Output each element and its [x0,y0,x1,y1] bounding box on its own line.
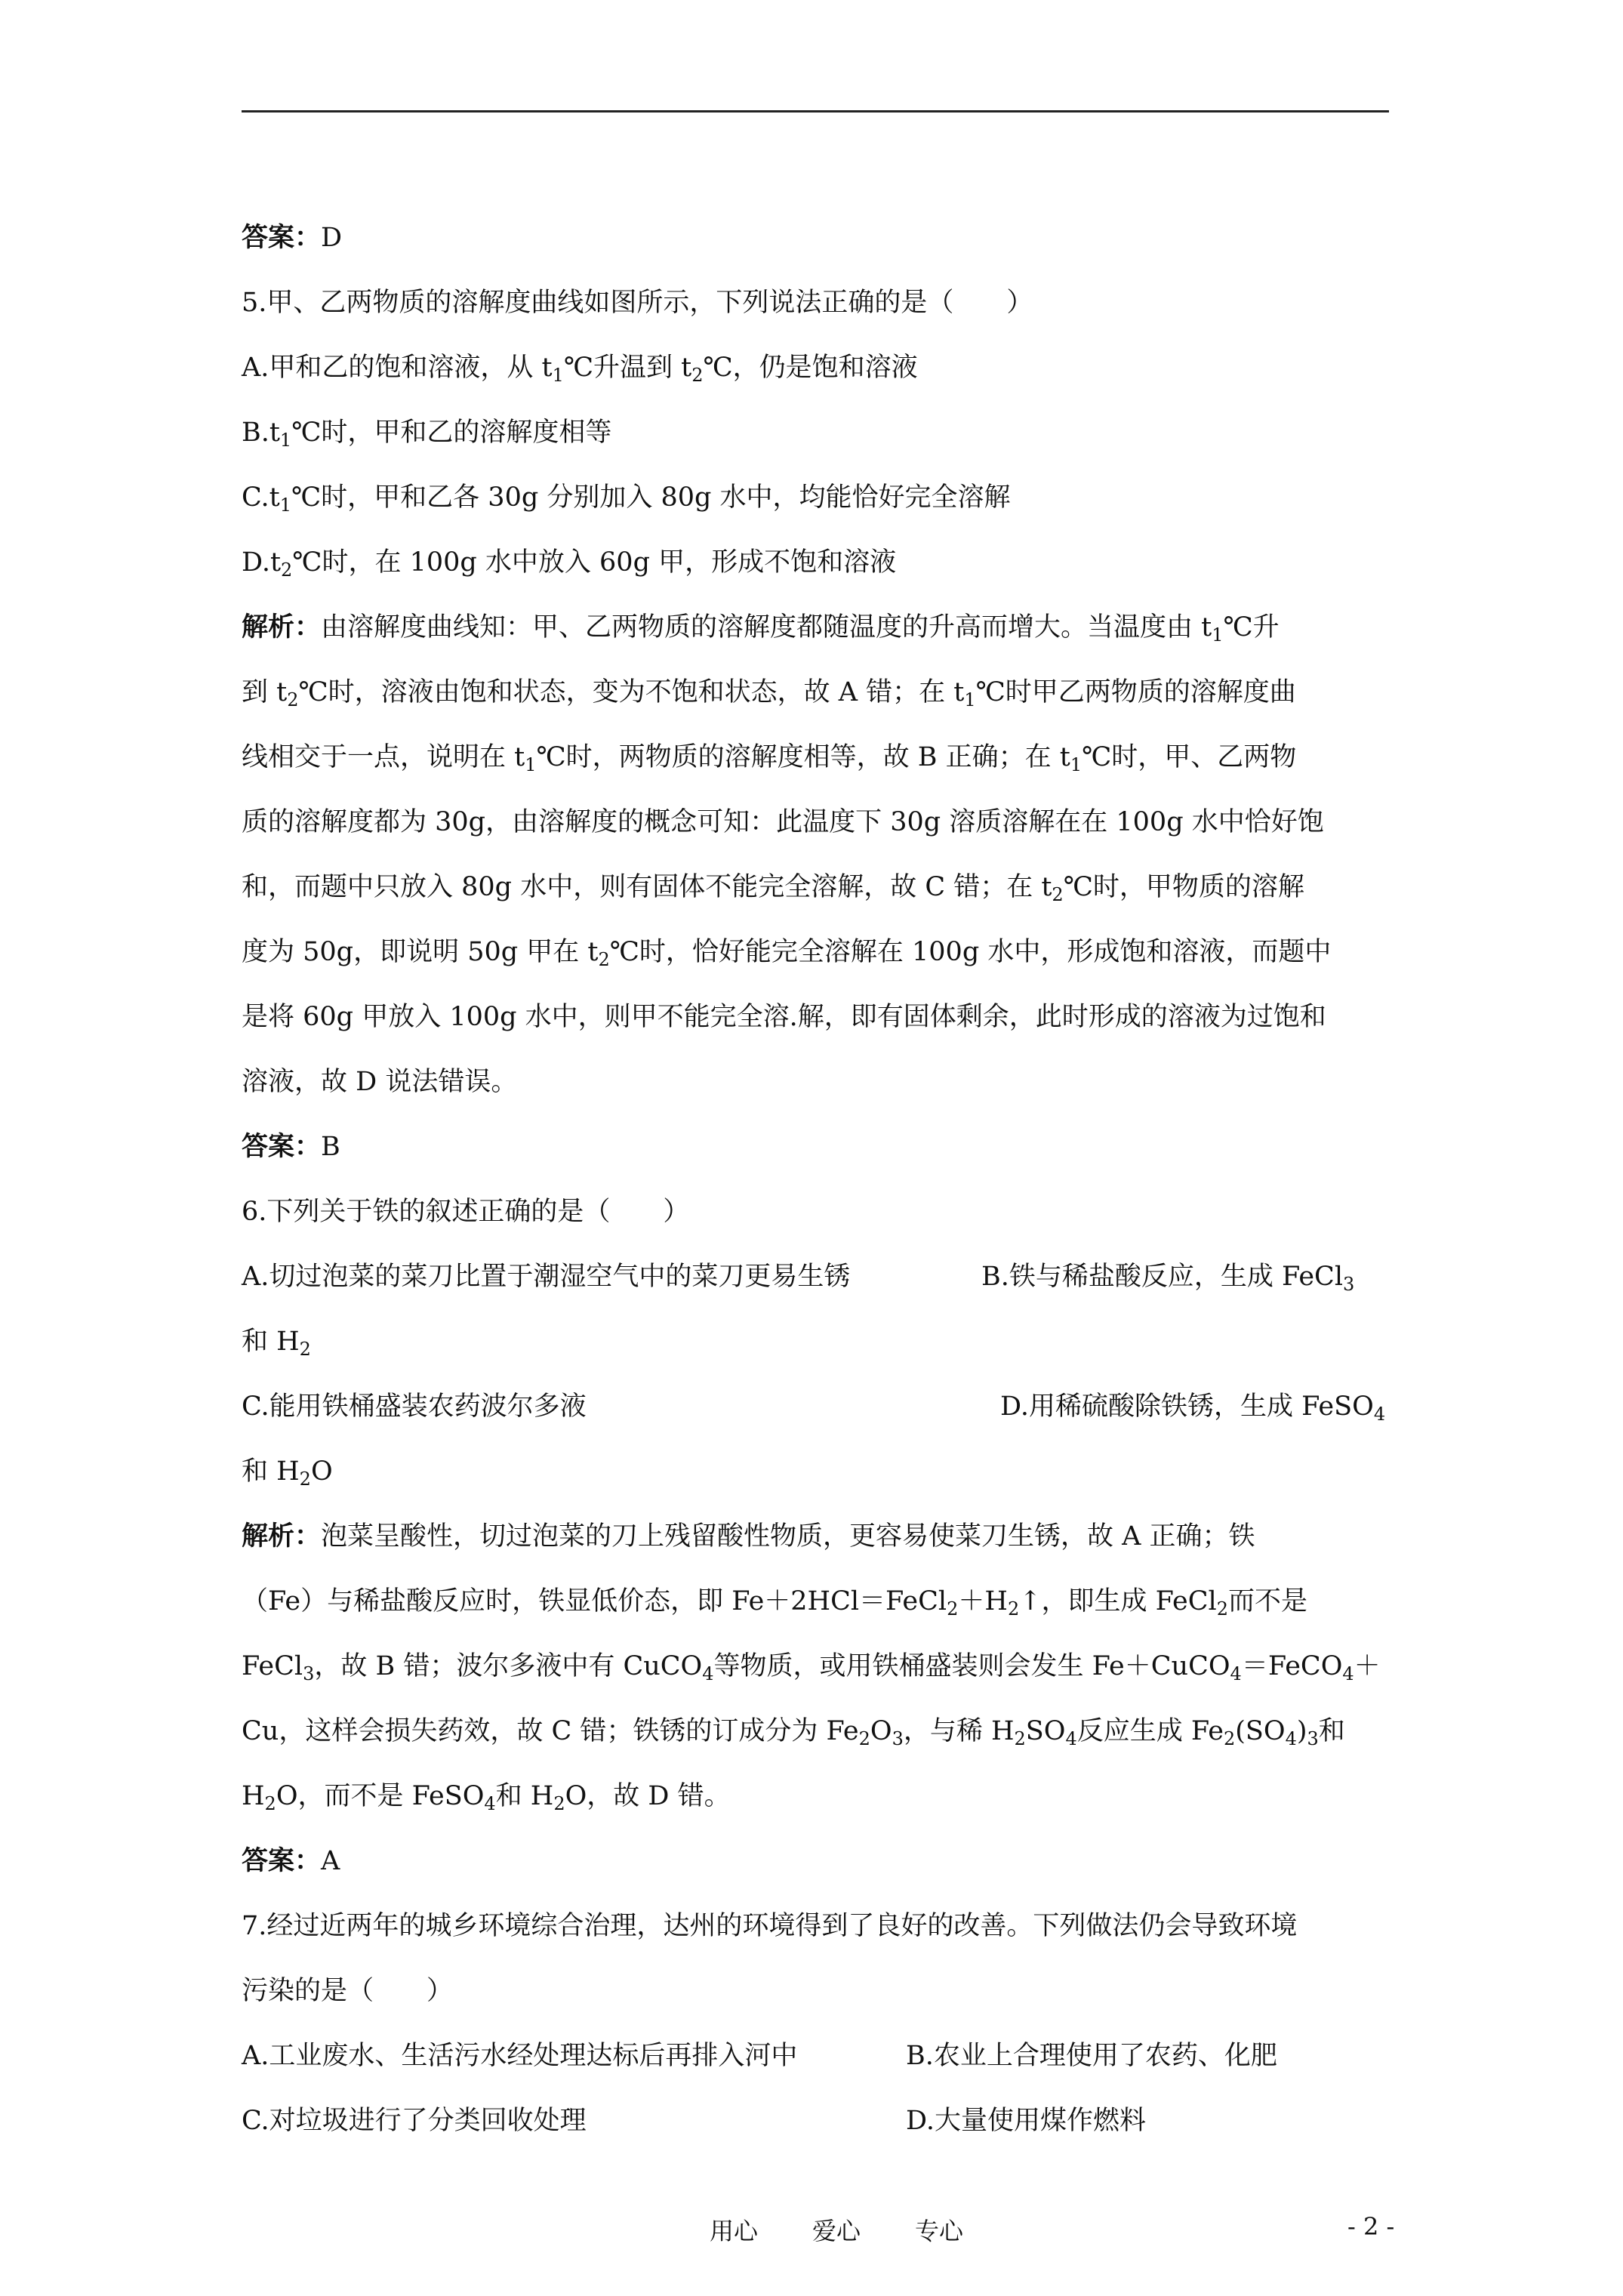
q6-options-cd [242,1374,1397,1439]
q7-options-cd [242,2088,1397,2153]
q6-option-c: C.能用铁桶盛装农药波尔多液 [242,1391,587,1422]
q5-analysis-line: 质的溶解度都为 30g，由溶解度的概念可知：此温度下 30g 溶质溶解在在 100g 水中恰好饱 [242,807,1324,837]
q5-stem: 5.甲、乙两物质的溶解度曲线如图所示，下列说法正确的是（ ） [242,288,1033,318]
q7-stem-cont: 污染的是（ ） [242,1976,454,2006]
q7-option-d: D.大量使用煤作燃料 [906,2106,1146,2136]
q5-option-a: A.甲和乙的饱和溶液，从 $t_1℃$升温到 $t_2℃$，仍是饱和溶液 [242,353,918,386]
header-rule [242,110,1389,112]
q6-option-b-cont: 和 $H_2$ [242,1327,311,1360]
q6-analysis-line: 解析：泡菜呈酸性，切过泡菜的刀上残留酸性物质，更容易使菜刀生锈，故 A 正确；铁 [242,1521,1255,1552]
q7-stem: 7.经过近两年的城乡环境综合治理，达州的环境得到了良好的改善。下列做法仍会导致环境 [242,1911,1298,1941]
q5-analysis-line: 解析：由溶解度曲线知：甲、乙两物质的溶解度都随温度的升高而增大。当温度由 $t_1℃$升 [242,612,1280,646]
q6-analysis-line: （Fe）与稀盐酸反应时，铁显低价态，即 $Fe+2HCl=FeCl_2+H_2↑$，即生成 FeCl$_2$而不是 [242,1586,1308,1620]
q7-option-b: B.农业上合理使用了农药、化肥 [906,2041,1277,2071]
q5-analysis-line: 度为 50g，即说明 50g 甲在 $t_2℃$时，恰好能完全溶解在 100g 水中，形成饱和溶液，而题中 [242,937,1332,970]
q6-analysis-line: Cu，这样会损失药效，故 C 错；铁锈的订成分为 $Fe_2O_3$，与稀 $H_2SO_4$反应生成 $Fe_2(SO_4)_3$和 [242,1716,1345,1749]
q6-option-b: B.铁与稀盐酸反应，生成 FeCl$_3$ [981,1262,1355,1295]
q4-answer: 答案：D [242,222,343,253]
q7-option-c: C.对垃圾进行了分类回收处理 [242,2106,587,2136]
q6-answer: 答案：A [242,1845,340,1876]
q5-analysis-line: 线相交于一点，说明在 $t_1℃$时，两物质的溶解度相等，故 B 正确；在 $t_1℃$时，甲、乙两物 [242,742,1297,775]
q5-analysis-line: 溶液，故 D 说法错误。 [242,1067,518,1097]
q6-stem: 6.下列关于铁的叙述正确的是（ ） [242,1197,690,1227]
q6-option-a: A.切过泡菜的菜刀比置于潮湿空气中的菜刀更易生锈 [242,1262,851,1292]
page-number: - 2 - [1347,2212,1395,2241]
q6-option-d-cont: 和 $H_2O$ [242,1456,333,1490]
q6-analysis-line: $H_2O$，而不是 FeSO$_4$和 $H_2O$，故 D 错。 [242,1781,731,1814]
q7-options-ab [242,2023,1397,2088]
q6-analysis-line: FeCl$_3$，故 B 错；波尔多液中有 CuCO$_4$等物质，或用铁桶盛装则会发生 Fe＋CuCO$_4$＝FeCO$_4$＋ [242,1651,1381,1684]
footer-motto: 用心 爱心 专心 [710,2217,964,2245]
q6-option-d: D.用稀硫酸除铁锈，生成 FeSO$_4$ [1000,1391,1386,1425]
q7-option-a: A.工业废水、生活污水经处理达标后再排入河中 [242,2041,798,2071]
q5-option-b: $B.t_1℃$时，甲和乙的溶解度相等 [242,418,612,451]
page-content [242,205,1397,2153]
q5-analysis-line: 到 $t_2℃$时，溶液由饱和状态，变为不饱和状态，故 A 错；在 $t_1℃$时甲乙两物质的溶解度曲 [242,677,1296,710]
q5-answer: 答案：B [242,1131,340,1162]
q5-analysis-line: 是将 60g 甲放入 100g 水中，则甲不能完全溶.解，即有固体剩余，此时形成的溶液为过饱和 [242,1002,1326,1032]
q5-analysis-line: 和，而题中只放入 80g 水中，则有固体不能完全溶解，故 C 错；在 $t_2℃$时，甲物质的溶解 [242,872,1304,905]
q5-option-d: $D.t_2℃$时，在 100g 水中放入 60g 甲，形成不饱和溶液 [242,547,897,581]
q6-options-ab [242,1244,1397,1309]
q5-option-c: $C.t_1℃$时，甲和乙各 30g 分别加入 80g 水中，均能恰好完全溶解 [242,482,1011,516]
